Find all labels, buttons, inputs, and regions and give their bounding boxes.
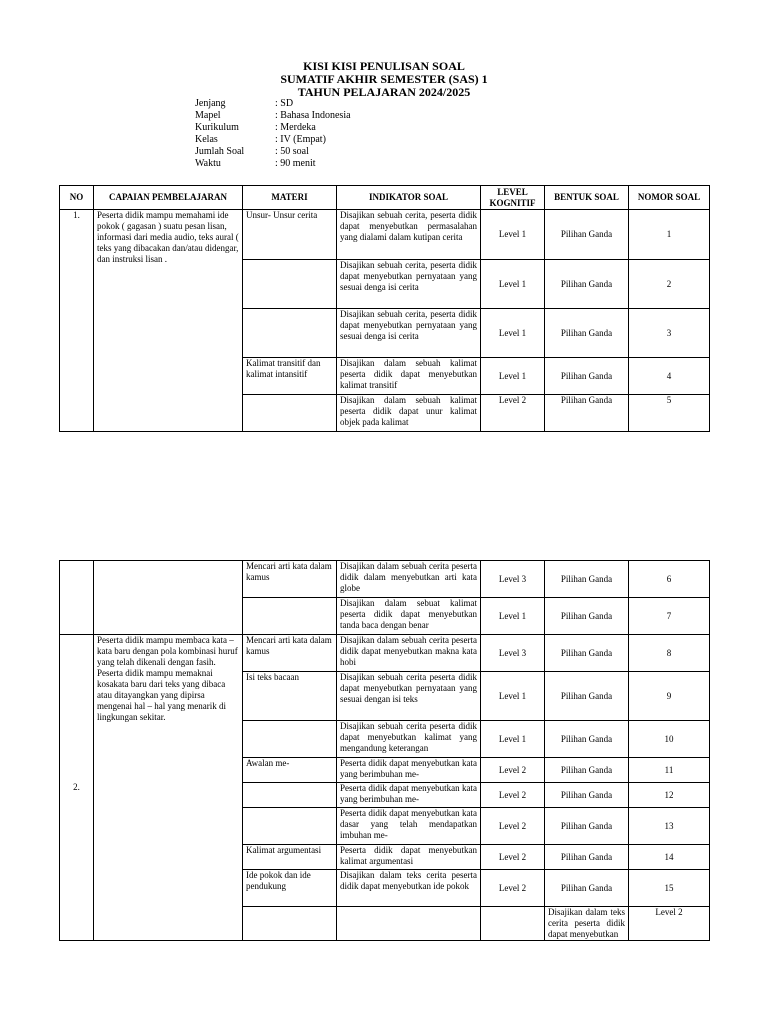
nomor-cell: 3 <box>629 309 710 358</box>
meta-value: : Merdeka <box>275 122 316 133</box>
level-cell: Level 2 <box>481 783 545 808</box>
nomor-cell: 5 <box>629 395 710 432</box>
materi-cell <box>243 309 337 358</box>
col-header: MATERI <box>243 186 337 210</box>
level-cell: Level 1 <box>481 358 545 395</box>
row-number-empty <box>60 561 94 635</box>
level-cell: Level 2 <box>481 395 545 432</box>
bentuk-cell: Pilihan Ganda <box>545 808 629 845</box>
col-header: CAPAIAN PEMBELAJARAN <box>94 186 243 210</box>
capaian-cell: Peserta didik mampu membaca kata – kata baru dengan pola kombinasi huruf yang telah dikenali dengan fasih. Peserta didik mampu memaknai kosakata baru dari teks yang dibaca atau ditayangkan yang dipirsa mengenai hal – hal yang menarik di lingkungan sekitar. <box>94 635 243 941</box>
level-cell: Level 2 <box>481 808 545 845</box>
indikator-cell: Peserta didik dapat menyebutkan kalimat argumentasi <box>337 845 481 870</box>
kisi-table-2 <box>59 560 710 941</box>
materi-cell: Kalimat argumentasi <box>243 845 337 870</box>
indikator-cell: Disajikan dalam sebuah kalimat peserta didik dapat unur kalimat objek pada kalimat <box>337 395 481 432</box>
doc-subtitle: SUMATIF AKHIR SEMESTER (SAS) 1 <box>280 72 488 86</box>
row-number: 2. <box>60 635 94 941</box>
indikator-cell: Peserta didik dapat menyebutkan kata yang berimbuhan me- <box>337 783 481 808</box>
indikator-cell: Disajikan sebuah cerita, peserta didik dapat menyebutkan permasalahan yang dialami dalam kutipan cerita <box>337 210 481 260</box>
level-cell: Level 1 <box>481 721 545 758</box>
nomor-cell: 7 <box>629 598 710 635</box>
meta-value: : IV (Empat) <box>275 134 326 145</box>
level-cell: Level 1 <box>481 598 545 635</box>
indikator-cell: Peserta didik dapat menyebutkan kata dasar yang telah mendapatkan imbuhan me- <box>337 808 481 845</box>
col-header: INDIKATOR SOAL <box>337 186 481 210</box>
materi-cell <box>243 395 337 432</box>
nomor-cell: 10 <box>629 721 710 758</box>
indikator-cell: Disajikan sebuah cerita peserta didik dapat menyebutkan kalimat yang mengandung keterangan <box>337 721 481 758</box>
kisi-table-1 <box>59 185 710 432</box>
materi-cell: Mencari arti kata dalam kamus <box>243 561 337 598</box>
level-cell: Level 3 <box>481 561 545 598</box>
bentuk-cell: Pilihan Ganda <box>545 635 629 672</box>
meta-label: Waktu <box>195 158 221 169</box>
col-header: LEVEL KOGNITIF <box>481 186 545 210</box>
bentuk-cell: Pilihan Ganda <box>545 870 629 907</box>
col-header: NOMOR SOAL <box>629 186 710 210</box>
meta-value: : 50 soal <box>275 146 309 157</box>
level-cell: Level 2 <box>481 870 545 907</box>
col-header: NO <box>60 186 94 210</box>
materi-cell <box>481 907 545 941</box>
row-number-empty <box>243 907 337 941</box>
meta-value: : 90 menit <box>275 158 316 169</box>
meta-label: Jumlah Soal <box>195 146 245 157</box>
materi-cell <box>243 808 337 845</box>
table-row <box>60 561 710 598</box>
bentuk-cell: Pilihan Ganda <box>545 395 629 432</box>
bentuk-cell: Pilihan Ganda <box>545 358 629 395</box>
materi-cell: Ide pokok dan ide pendukung <box>243 870 337 907</box>
capaian-cell-empty <box>337 907 481 941</box>
bentuk-cell: Pilihan Ganda <box>545 783 629 808</box>
indikator-cell: Disajikan sebuah cerita, peserta didik dapat menyebutkan pernyataan yang sesuai denga isi cerita <box>337 260 481 309</box>
materi-cell: Unsur- Unsur cerita <box>243 210 337 260</box>
level-cell: Level 2 <box>481 845 545 870</box>
bentuk-cell: Pilihan Ganda <box>545 721 629 758</box>
level-cell: Level 2 <box>481 758 545 783</box>
materi-cell: Kalimat transitif dan kalimat intansitif <box>243 358 337 395</box>
level-cell: Level 3 <box>481 635 545 672</box>
col-header: BENTUK SOAL <box>545 186 629 210</box>
nomor-cell: 4 <box>629 358 710 395</box>
capaian-cell: Peserta didik mampu memahami ide pokok ( gagasan ) suatu pesan lisan, informasi dari media audio, teks aural ( teks yang dibacakan dan/atau didengar, dan instruksi lisan . <box>94 210 243 432</box>
indikator-cell: Disajikan dalam teks cerita peserta didik dapat menyebutkan ide pokok <box>337 870 481 907</box>
nomor-cell: 15 <box>629 870 710 907</box>
indikator-cell: Disajikan dalam sebuah kalimat peserta didik dapat menyebutkan kalimat transitif <box>337 358 481 395</box>
indikator-cell: Peserta didik dapat menyebutkan kata yang berimbuhan me- <box>337 758 481 783</box>
nomor-cell: 13 <box>629 808 710 845</box>
materi-cell <box>243 783 337 808</box>
meta-value: : SD <box>275 98 294 109</box>
bentuk-cell: Pilihan Ganda <box>545 598 629 635</box>
nomor-cell: 14 <box>629 845 710 870</box>
level-cell: Level 1 <box>481 309 545 358</box>
materi-cell <box>243 721 337 758</box>
table-row <box>60 635 710 672</box>
bentuk-cell: Pilihan Ganda <box>545 210 629 260</box>
meta-info <box>195 98 351 170</box>
nomor-cell: 8 <box>629 635 710 672</box>
table-row <box>60 210 710 260</box>
bentuk-cell: Pilihan Ganda <box>545 309 629 358</box>
meta-label: Jenjang <box>195 98 226 109</box>
indikator-cell: Disajikan dalam teks cerita peserta didik dapat menyebutkan <box>545 907 629 941</box>
bentuk-cell: Pilihan Ganda <box>545 260 629 309</box>
nomor-cell: 9 <box>629 672 710 721</box>
capaian-cell-empty <box>94 561 243 635</box>
indikator-cell: Disajikan sebuah cerita, peserta didik dapat menyebutkan pernyataan yang sesuai denga isi cerita <box>337 309 481 358</box>
indikator-cell: Disajikan dalam sebuah cerita peserta didik dalam menyebutkan arti kata globe <box>337 561 481 598</box>
indikator-cell: Disajikan dalam sebuah cerita peserta didik dapat menyebutkan makna kata hobi <box>337 635 481 672</box>
nomor-cell: 1 <box>629 210 710 260</box>
row-number: 1. <box>60 210 94 432</box>
doc-year: TAHUN PELAJARAN 2024/2025 <box>297 85 471 99</box>
bentuk-cell: Pilihan Ganda <box>545 672 629 721</box>
nomor-cell: 6 <box>629 561 710 598</box>
indikator-cell: Disajikan sebuah cerita peserta didik dapat menyebutkan pernyataan yang sesuai dengan isi teks <box>337 672 481 721</box>
level-cell: Level 1 <box>481 672 545 721</box>
level-cell: Level 2 <box>629 907 710 941</box>
meta-value: : Bahasa Indonesia <box>275 110 351 121</box>
level-cell: Level 1 <box>481 260 545 309</box>
materi-cell: Mencari arti kata dalam kamus <box>243 635 337 672</box>
level-cell: Level 1 <box>481 210 545 260</box>
meta-label: Kurikulum <box>195 122 239 133</box>
materi-cell <box>243 598 337 635</box>
nomor-cell: 11 <box>629 758 710 783</box>
bentuk-cell: Pilihan Ganda <box>545 561 629 598</box>
doc-title: KISI KISI PENULISAN SOAL <box>303 59 465 73</box>
nomor-cell: 2 <box>629 260 710 309</box>
bentuk-cell: Pilihan Ganda <box>545 758 629 783</box>
materi-cell: Awalan me- <box>243 758 337 783</box>
materi-cell: Isi teks bacaan <box>243 672 337 721</box>
bentuk-cell: Pilihan Ganda <box>545 845 629 870</box>
materi-cell <box>243 260 337 309</box>
meta-label: Mapel <box>195 110 221 121</box>
meta-label: Kelas <box>195 134 218 145</box>
indikator-cell: Disajikan dalam sebuat kalimat peserta didik dapat menyebutkan tanda baca dengan benar <box>337 598 481 635</box>
nomor-cell: 12 <box>629 783 710 808</box>
